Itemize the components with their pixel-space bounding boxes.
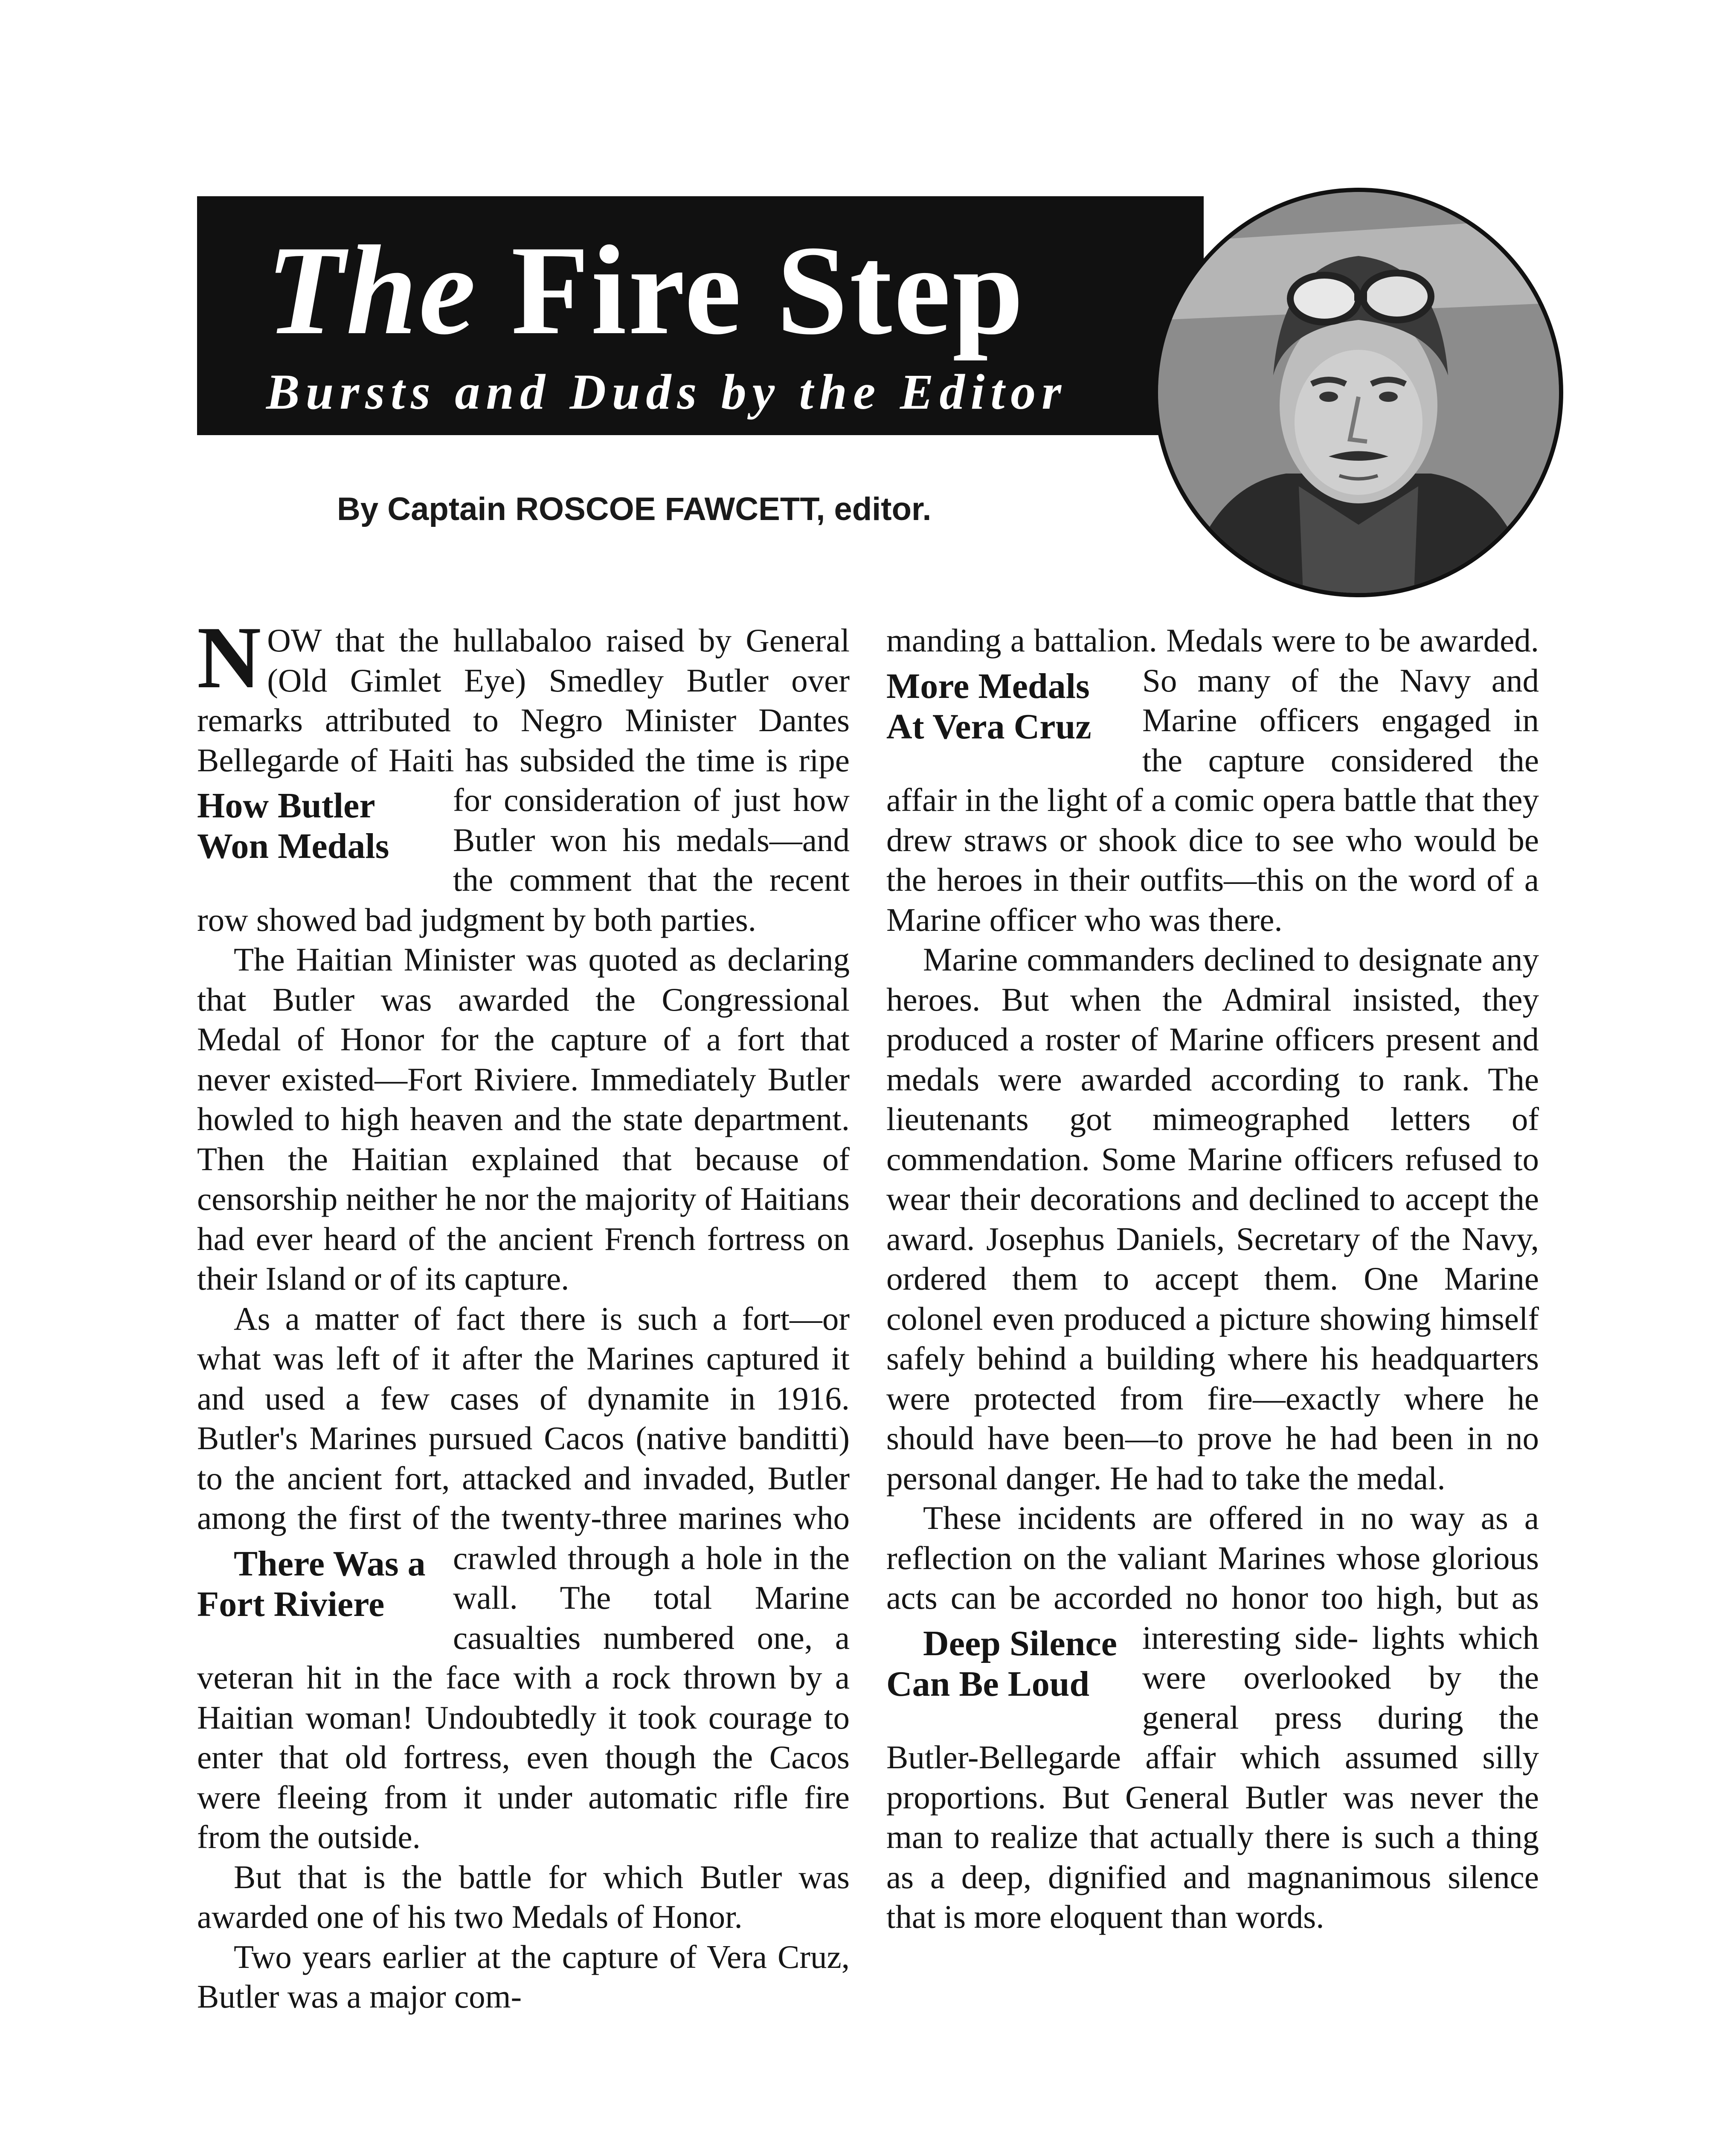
- sidehead-vera-cruz: More Medals At Vera Cruz: [886, 666, 1092, 747]
- paragraph-1-text-b: time is ripe for consideration of just how Butler won his medals—and the comment that the recent row showed bad judgment by both parties.: [197, 741, 850, 938]
- article-column-right: [886, 621, 1539, 1937]
- byline: By Captain ROSCOE FAWCETT, editor.: [337, 491, 932, 527]
- paragraph-6-text-a: manding a battalion. Medals were to be: [886, 622, 1411, 659]
- paragraph-8-text-a: These incidents are offered in no way as a reflection on the valiant Marines whose glorious acts can be accorded no honor too high, but as interesting side-: [886, 1499, 1539, 1656]
- paragraph-7: Marine commanders declined to designate any heroes. But when the Admiral insisted, they produced a roster of Marine officers present and medals were awarded according to rank. The lieutenants got mimeographed letters of commendation. Some Marine officers refused to wear their decorations and declined to accept the award. Josephus Daniels, Secretary of the Navy, ordered them to accept them. One Marine colonel even produced a picture showing himself safely behind a building where his headquarters were protected from fire—exactly where he should have been—to prove he had been in no personal danger. He had to take the medal.: [886, 941, 1539, 1497]
- paragraph-6-text-b: awarded. So many of the Navy and Marine officers engaged in the capture considered the affair in the light of a comic opera battle that they drew straws or shook dice to see who would be the heroes in their outfits—this on the word of a Marine officer who was there.: [886, 622, 1539, 938]
- paragraph-1-text-a: OW that the hullabaloo raised by General (Old Gimlet Eye) Smedley Butler over remarks attributed to Negro Minister Dantes Bellegarde of Haiti has subsided the: [197, 622, 850, 779]
- title-the: The: [266, 219, 478, 361]
- header-banner: [197, 196, 1204, 435]
- paragraph-1: [197, 608, 850, 940]
- drop-cap: N: [197, 608, 261, 706]
- sidehead-deep-silence: Deep Silence Can Be Loud: [886, 1623, 1117, 1704]
- paragraph-6: [886, 621, 1539, 940]
- paragraph-3: [197, 1299, 850, 1857]
- paragraph-5: Two years earlier at the capture of Vera Cruz, Butler was a major com-: [197, 1938, 850, 2015]
- editor-portrait: [1154, 188, 1563, 597]
- sidehead-how-butler: How Butler Won Medals: [197, 786, 389, 866]
- sidehead-fort-riviere: There Was a Fort Riviere: [197, 1543, 426, 1624]
- paragraph-8-text-b: lights which were overlooked by the general press during the Butler-Bellegarde affair which assumed silly proportions. But General Butler was never the man to realize that actually there is such a thing as a deep, dignified and magnanimous silence that is more eloquent than words.: [886, 1619, 1539, 1935]
- paragraph-3-text-b: the wall. The total Marine casualties numbered one, a veteran hit in the face with a rock thrown by a Haitian woman! Undoubtedly it took courage to enter that old fortress, even though the Cacos were fleeing from it under automatic rifle fire from the outside.: [197, 1539, 850, 1855]
- paragraph-3-text-a: As a matter of fact there is such a fort—or what was left of it after the Marines captured it and used a few cases of dynamite in 1916. Butler's Marines pursued Cacos (native banditti) to the ancient fort, attacked and invaded, Butler among the first of the twenty-three marines who crawled through a hole in: [197, 1300, 850, 1576]
- page-subtitle: Bursts and Duds by the Editor: [266, 364, 1068, 420]
- page-title: [266, 219, 1025, 361]
- paragraph-8: [886, 1498, 1539, 1937]
- article-column-left: [197, 608, 850, 2017]
- aviator-portrait-image: [1158, 192, 1559, 593]
- paragraph-2: The Haitian Minister was quoted as declaring that Butler was awarded the Congressional Medal of Honor for the capture of a fort that never existed—Fort Riviere. Immediately Butler howled to high heaven and the state department. Then the Haitian explained that because of censorship neither he nor the majority of Haitians had ever heard of the ancient French fortress on their Island or of its capture.: [197, 941, 850, 1297]
- title-fire-step: Fire Step: [511, 219, 1025, 361]
- paragraph-4: But that is the battle for which Butler was awarded one of his two Medals of Honor.: [197, 1858, 850, 1935]
